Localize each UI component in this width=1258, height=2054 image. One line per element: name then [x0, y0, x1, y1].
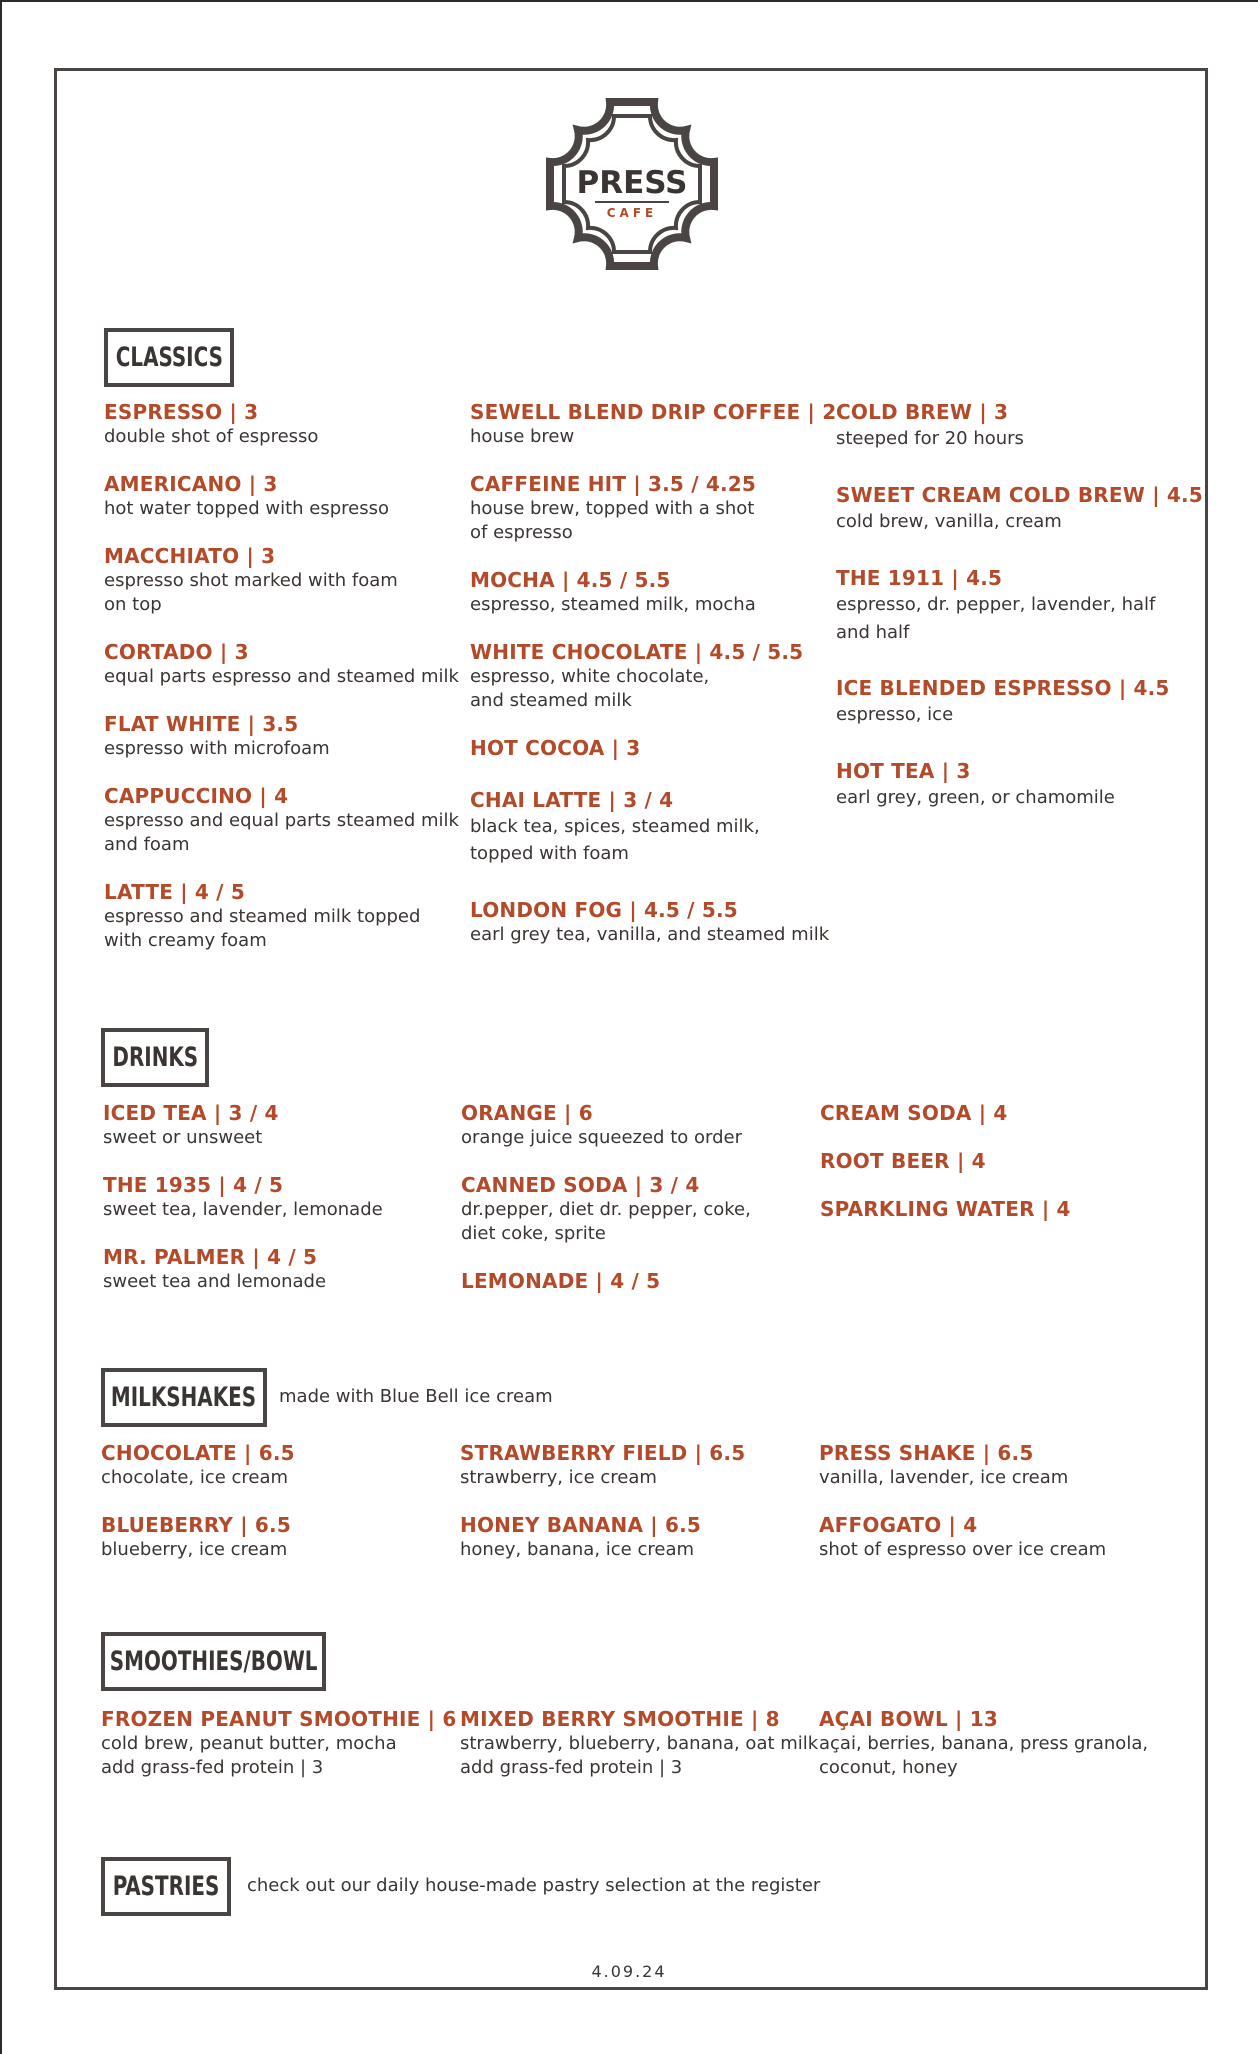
press-cafe-logo	[540, 92, 724, 276]
item-desc: topped with foam	[470, 843, 629, 864]
item-name: MOCHA | 4.5 / 5.5	[470, 568, 671, 592]
item-desc: add grass-fed protein | 3	[101, 1757, 324, 1778]
item-name: ICED TEA | 3 / 4	[103, 1101, 279, 1125]
item-desc: on top	[104, 594, 162, 615]
item-desc: espresso and equal parts steamed milk	[104, 810, 459, 831]
item-desc: earl grey tea, vanilla, and steamed milk	[470, 924, 830, 945]
item-name: AFFOGATO | 4	[819, 1513, 978, 1537]
item-desc: cold brew, vanilla, cream	[836, 511, 1062, 532]
menu-item-affogato	[819, 1512, 1106, 1562]
menu-item-iced-tea	[103, 1100, 279, 1150]
logo-brand-text: PRESS	[576, 165, 688, 201]
item-desc: espresso, steamed milk, mocha	[470, 594, 756, 615]
menu-item-chai-latte	[470, 787, 760, 867]
item-name: THE 1911 | 4.5	[836, 566, 1003, 590]
menu-item-espresso	[104, 399, 318, 449]
pastries-note: check out our daily house-made pastry selection at the register	[247, 1875, 821, 1896]
item-name: LEMONADE | 4 / 5	[461, 1269, 661, 1293]
item-name: HOT TEA | 3	[836, 759, 971, 783]
item-name: AÇAI BOWL | 13	[819, 1707, 998, 1731]
menu-item-hot-cocoa	[470, 735, 640, 761]
item-desc: sweet or unsweet	[103, 1127, 263, 1148]
item-desc: and half	[836, 622, 910, 643]
item-name: CHAI LATTE | 3 / 4	[470, 788, 674, 812]
item-desc: dr.pepper, diet dr. pepper, coke,	[461, 1199, 751, 1220]
menu-item-root-beer	[820, 1148, 986, 1174]
item-desc: coconut, honey	[819, 1757, 958, 1778]
item-name: ORANGE | 6	[461, 1101, 593, 1125]
menu-item-the-1911	[836, 565, 1155, 647]
item-desc: espresso with microfoam	[104, 738, 330, 759]
item-desc: sweet tea, lavender, lemonade	[103, 1199, 383, 1220]
menu-item-mocha	[470, 567, 756, 617]
section-label-smoothies	[101, 1632, 326, 1691]
item-desc: house brew, topped with a shot	[470, 498, 755, 519]
item-desc: and steamed milk	[470, 690, 632, 711]
section-title: DRINKS	[112, 1042, 198, 1073]
item-name: FROZEN PEANUT SMOOTHIE | 6	[101, 1707, 457, 1731]
item-desc: equal parts espresso and steamed milk	[104, 666, 459, 687]
item-desc: cold brew, peanut butter, mocha	[101, 1733, 397, 1754]
menu-item-macchiato	[104, 543, 398, 617]
item-desc: steeped for 20 hours	[836, 428, 1024, 449]
menu-item-americano	[104, 471, 389, 521]
item-desc: earl grey, green, or chamomile	[836, 787, 1115, 808]
menu-date: 4.09.24	[591, 1962, 667, 1981]
item-desc: espresso, ice	[836, 704, 954, 725]
menu-item-flat-white	[104, 711, 330, 761]
menu-item-acai-bowl	[819, 1706, 1148, 1780]
item-desc: honey, banana, ice cream	[460, 1539, 695, 1560]
menu-item-blueberry	[101, 1512, 291, 1562]
section-label-pastries	[101, 1857, 231, 1916]
menu-item-cappuccino	[104, 783, 459, 857]
item-name: HONEY BANANA | 6.5	[460, 1513, 702, 1537]
section-title: CLASSICS	[115, 342, 223, 373]
item-name: BLUEBERRY | 6.5	[101, 1513, 291, 1537]
menu-item-sweet-cream-cold-brew	[836, 482, 1203, 536]
milkshakes-note: made with Blue Bell ice cream	[279, 1386, 553, 1407]
item-name: COLD BREW | 3	[836, 400, 1009, 424]
item-name: ROOT BEER | 4	[820, 1149, 986, 1173]
item-desc: and foam	[104, 834, 190, 855]
menu-item-cream-soda	[820, 1100, 1008, 1126]
item-name: ICE BLENDED ESPRESSO | 4.5	[836, 676, 1170, 700]
menu-item-mr-palmer	[103, 1244, 326, 1294]
menu-item-lemonade	[461, 1268, 660, 1294]
menu-item-caffeine-hit	[470, 471, 756, 545]
item-name: THE 1935 | 4 / 5	[103, 1173, 284, 1197]
item-desc: add grass-fed protein | 3	[460, 1757, 683, 1778]
item-name: LATTE | 4 / 5	[104, 880, 245, 904]
item-desc: hot water topped with espresso	[104, 498, 389, 519]
item-name: SEWELL BLEND DRIP COFFEE | 2	[470, 400, 837, 424]
item-name: FLAT WHITE | 3.5	[104, 712, 299, 736]
menu-item-strawberry-field	[460, 1440, 745, 1490]
item-name: AMERICANO | 3	[104, 472, 278, 496]
item-name: LONDON FOG | 4.5 / 5.5	[470, 898, 738, 922]
item-desc: black tea, spices, steamed milk,	[470, 816, 760, 837]
menu-item-the-1935	[103, 1172, 383, 1222]
menu-item-london-fog	[470, 897, 829, 947]
menu-item-latte	[104, 879, 420, 953]
item-name: PRESS SHAKE | 6.5	[819, 1441, 1034, 1465]
section-title: PASTRIES	[112, 1871, 220, 1902]
item-name: ESPRESSO | 3	[104, 400, 259, 424]
menu-item-canned-soda	[461, 1172, 751, 1246]
item-name: SWEET CREAM COLD BREW | 4.5	[836, 483, 1203, 507]
item-name: CORTADO | 3	[104, 640, 249, 664]
item-desc: of espresso	[470, 522, 573, 543]
menu-item-hot-tea	[836, 758, 1115, 812]
item-desc: with creamy foam	[104, 930, 267, 951]
item-desc: shot of espresso over ice cream	[819, 1539, 1107, 1560]
item-desc: blueberry, ice cream	[101, 1539, 288, 1560]
item-name: MR. PALMER | 4 / 5	[103, 1245, 318, 1269]
menu-item-press-shake	[819, 1440, 1068, 1490]
item-desc: espresso, white chocolate,	[470, 666, 710, 687]
menu-item-honey-banana	[460, 1512, 701, 1562]
item-desc: strawberry, blueberry, banana, oat milk	[460, 1733, 819, 1754]
item-name: CAPPUCCINO | 4	[104, 784, 289, 808]
item-name: MIXED BERRY SMOOTHIE | 8	[460, 1707, 780, 1731]
item-desc: double shot of espresso	[104, 426, 319, 447]
menu-item-white-chocolate	[470, 639, 803, 713]
menu-item-sewell-blend	[470, 399, 836, 449]
item-desc: chocolate, ice cream	[101, 1467, 289, 1488]
item-desc: espresso shot marked with foam	[104, 570, 398, 591]
item-desc: espresso, dr. pepper, lavender, half	[836, 594, 1156, 615]
item-name: MACCHIATO | 3	[104, 544, 276, 568]
item-desc: diet coke, sprite	[461, 1223, 606, 1244]
menu-item-orange	[461, 1100, 742, 1150]
section-title: MILKSHAKES	[111, 1382, 257, 1413]
item-name: CREAM SODA | 4	[820, 1101, 1008, 1125]
menu-item-chocolate	[101, 1440, 295, 1490]
section-label-classics	[104, 328, 234, 387]
menu-item-mixed-berry-smoothie	[460, 1706, 818, 1780]
menu-item-frozen-peanut-smoothie	[101, 1706, 456, 1780]
logo-sub-text: CAFE	[606, 206, 658, 220]
item-desc: vanilla, lavender, ice cream	[819, 1467, 1069, 1488]
section-title: SMOOTHIES/BOWL	[109, 1646, 318, 1677]
item-desc: strawberry, ice cream	[460, 1467, 657, 1488]
menu-item-sparkling-water	[820, 1196, 1071, 1222]
item-desc: sweet tea and lemonade	[103, 1271, 327, 1292]
section-label-drinks	[101, 1028, 209, 1087]
item-desc: house brew	[470, 426, 575, 447]
menu-item-cold-brew	[836, 399, 1024, 453]
item-desc: açai, berries, banana, press granola,	[819, 1733, 1149, 1754]
item-desc: orange juice squeezed to order	[461, 1127, 742, 1148]
item-name: WHITE CHOCOLATE | 4.5 / 5.5	[470, 640, 804, 664]
item-name: SPARKLING WATER | 4	[820, 1197, 1071, 1221]
menu-item-ice-blended-espresso	[836, 675, 1170, 729]
item-name: HOT COCOA | 3	[470, 736, 641, 760]
item-name: STRAWBERRY FIELD | 6.5	[460, 1441, 746, 1465]
item-name: CANNED SODA | 3 / 4	[461, 1173, 700, 1197]
item-name: CAFFEINE HIT | 3.5 / 4.25	[470, 472, 757, 496]
item-desc: espresso and steamed milk topped	[104, 906, 421, 927]
item-name: CHOCOLATE | 6.5	[101, 1441, 295, 1465]
section-label-milkshakes	[101, 1368, 267, 1427]
menu-item-cortado	[104, 639, 459, 689]
